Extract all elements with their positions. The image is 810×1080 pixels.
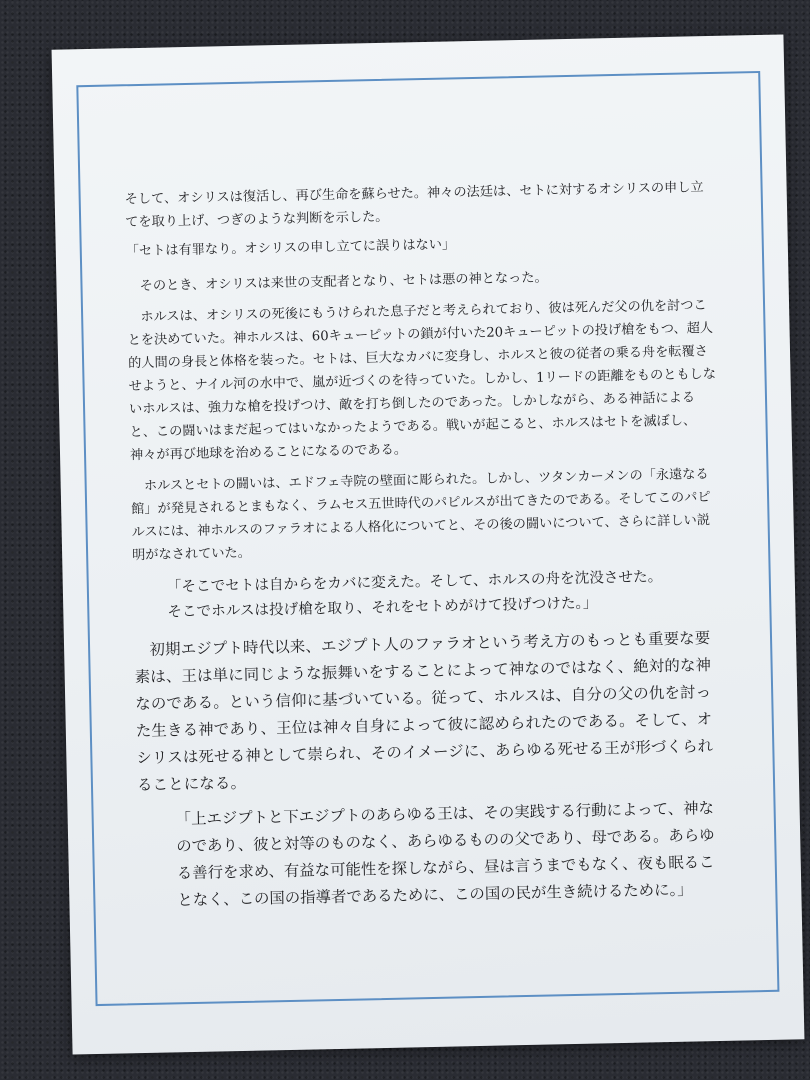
quote-kings: 「上エジプトと下エジプトのあらゆる王は、その実践する行動によって、神なのであり、彼と対等のものなく、あらゆるものの父であり、母である。あらゆる善行を求め、有益な可能性を探しながら、昼は言うまでもなく、夜も眠ることなく、この国の指導者であるために、この国の民が生き続けるために。」 [175,799,715,910]
paragraph-edfu-papyrus: ホルスとセトの闘いは、エドフェ寺院の壁面に彫られた。しかし、ツタンカーメンの「永遠なる館」が発見されるとまもなく、ラムセス五世時代のパピルスが出てきたのである。そしてこのパピルスには、神ホルスのファラオによる人格化についてと、その後の闘いについて、さらに詳しい説明がなされていた。 [131,467,711,564]
paragraph-pharaoh-concept: 初期エジプト時代以来、エジプト人のファラオという考え方のもっとも重要な要素は、王は単に同じような振舞いをすることによって神なのではなく、絶対的な神なのである。という信仰に基づいている。従って、ホルスは、自分の父の仇を討った生きる神であり、王位は神々自身によって彼に認められたのである。そして、オシリスは死せる神として崇られ、そのイメージに、あらゆる死せる王が形づくられることになる。 [134,629,714,795]
quote-verdict: 「セトは有罪なり。オシリスの申し立てに誤りはない」 [125,237,456,260]
paragraph-underworld: そのとき、オシリスは来世の支配者となり、セトは悪の神となった。 [139,270,548,294]
paragraph-revival: そして、オシリスは復活し、再び生命を蘇らせた。神々の法廷は、セトに対するオシリスの申し立てを取り上げ、つぎのような判断を示した。 [124,180,704,231]
quote-hippo-line-1: 「そこでセトは自からをカバに変えた。そして、ホルスの舟を沈没させた。 [166,568,663,596]
paragraph-horus-battle: ホルスは、オシリスの死後にもうけられた息子だと考えられており、彼は死んだ父の仇を討つことを決めていた。神ホルスは、60キューピットの鎖が付いた20キューピットの投げ槍をもつ、超人的人間の身長と体格を装った。セトは、巨大なカバに変身し、ホルスと彼の従者の乗る舟を転覆させようと、ナイル河の水中で、嵐が近づくのを待っていた。しかし、1リードの距離をものともしないホルスは、強力な槍を投げつけ、敵を打ち倒したのであった。しかしながら、ある神話によると、この闘いはまだ起ってはいなかったようである。戦いが起こると、ホルスはセトを滅ぼし、神々が再び地球を治めることになるのである。 [127,298,717,464]
quote-hippo-line-2: そこでホルスは投げ槍を取り、それをセトめがけて投げつけた。」 [167,594,598,621]
quote-hippo [133,563,724,625]
document-body [124,176,729,927]
paper-sheet [52,34,805,1054]
